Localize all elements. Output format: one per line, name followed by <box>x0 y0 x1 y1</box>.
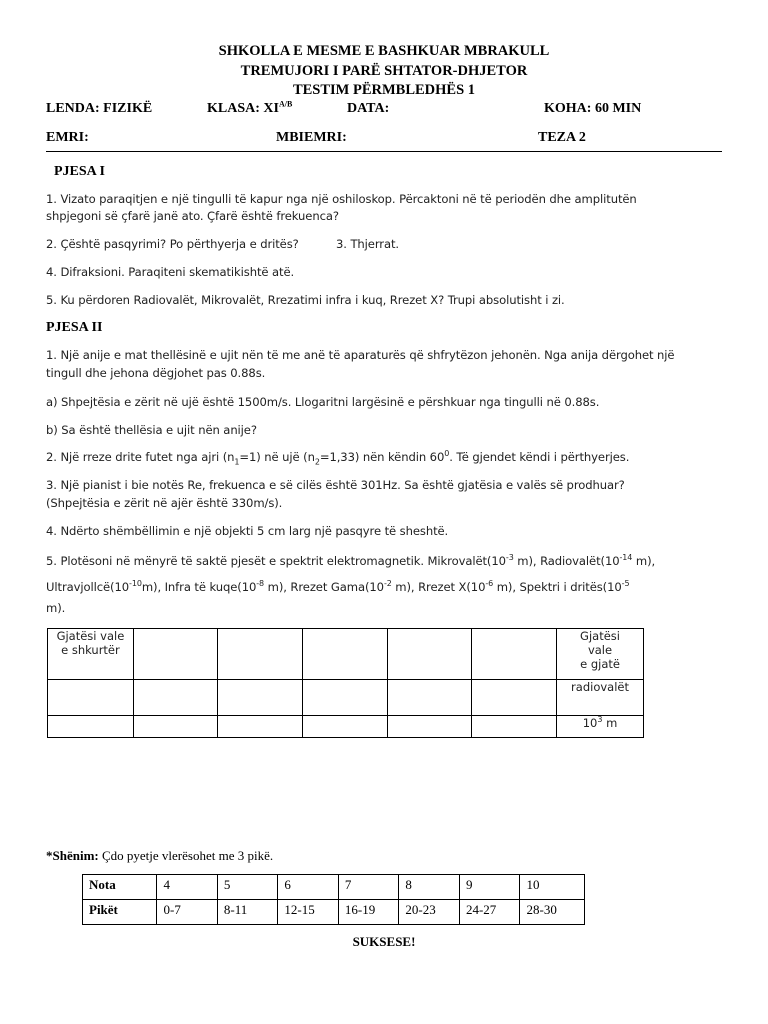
spectrum-right-header: Gjatësi vale e gjatë <box>557 629 644 680</box>
scoring-note: *Shënim: Çdo pyetje vlerësohet me 3 pikë. <box>46 848 274 863</box>
part2-title: PJESA II <box>46 320 103 335</box>
date-label: DATA: <box>347 101 390 116</box>
part2-qa: a) Shpejtësia e zërit në ujë është 1500m/s. Llogaritni largësinë e përshkuar nga tingulli në 0.88s. <box>46 395 600 409</box>
spectrum-cell[interactable] <box>303 680 388 716</box>
part1-q4: 4. Difraksioni. Paraqiteni skematikishtë atë. <box>46 265 295 279</box>
part2-qb: b) Sa është thellësia e ujit nën anije? <box>46 423 257 437</box>
part1-q3: 3. Thjerrat. <box>336 237 399 251</box>
grade-value: 6 <box>278 875 339 900</box>
spectrum-cell[interactable] <box>472 680 557 716</box>
footer-good-luck: SUKSESE! <box>352 934 416 949</box>
surname-label: MBIEMRI: <box>276 130 347 145</box>
variant-label: TEZA 2 <box>538 130 586 145</box>
spectrum-radiowaves: radiovalët <box>557 680 644 716</box>
part1-q2: 2. Çështë pasqyrimi? Po përthyerja e dritës? <box>46 237 299 251</box>
grade-value: 7 <box>338 875 399 900</box>
spectrum-cell[interactable] <box>387 629 472 680</box>
part2-q2: 2. Një rreze drite futet nga ajri $(n_1=1)$ në ujë $(n_2=1,33)$ nën këndin $60^0$. Të gjendet këndi i përthyerjes. <box>46 449 630 467</box>
spectrum-cell[interactable] <box>472 716 557 738</box>
part2-q5-line1: 5. Plotësoni në mënyrë të saktë pjesët e spektrit elektromagnetik. $Mikrovalët(10^{-3}$ m), $Radiovalët(10^{-14}$ m), <box>46 553 656 568</box>
points-range: 12-15 <box>278 900 339 925</box>
part1-q1-line1: 1. Vizato paraqitjen e një tingulli të kapur nga një oshiloskop. Përcaktoni në të periodën dhe amplitutën <box>46 192 637 206</box>
spectrum-cell[interactable] <box>48 716 134 738</box>
grades-table <box>82 874 585 925</box>
spectrum-cell[interactable] <box>303 716 388 738</box>
name-label: EMRI: <box>46 130 89 145</box>
spectrum-cell[interactable] <box>218 716 303 738</box>
part1-title: PJESA I <box>54 164 105 179</box>
part2-q5-line3: m). <box>46 601 66 615</box>
subject-label: LENDA: FIZIKË <box>46 101 153 116</box>
spectrum-cell[interactable] <box>133 716 218 738</box>
spectrum-cell[interactable] <box>133 680 218 716</box>
grade-value: 4 <box>157 875 217 900</box>
grades-header-piket: Pikët <box>83 900 157 925</box>
points-range: 24-27 <box>459 900 520 925</box>
term-title: TREMUJORI I PARË SHTATOR-DHJETOR <box>240 63 528 79</box>
part2-q3-line1: 3. Një pianist i bie notës Re, frekuenca e së cilës është 301Hz. Sa është gjatësia e valës së prodhuar? <box>46 478 625 492</box>
part2-q1-line2: tingull dhe jehona dëgjohet pas 0.88s. <box>46 366 266 380</box>
points-range: 8-11 <box>217 900 277 925</box>
part2-q3-line2: (Shpejtësia e zërit në ajër është 330m/s). <box>46 496 283 510</box>
header-divider <box>46 151 722 152</box>
class-label: KLASA: $XI^{A/B}$ <box>207 99 293 116</box>
grades-header-nota: Nota <box>83 875 157 900</box>
grade-value: 9 <box>459 875 520 900</box>
part1-q5: 5. Ku përdoren Radiovalët, Mikrovalët, Rrezatimi infra i kuq, Rrezet X? Trupi absolutisht i zi. <box>46 293 565 307</box>
spectrum-cell[interactable] <box>472 629 557 680</box>
part2-q5-line2: $Ultravjollcë(10^{-10}m)$, Infra të $kuqe(10^{-8}$ m), Rrezet $Gama(10^{-2}$ m), Rrezet $X(10^{-6}$ m), Spektri i $dritës(10^{-5}$ <box>46 579 630 594</box>
points-range: 0-7 <box>157 900 217 925</box>
spectrum-cell[interactable] <box>387 716 472 738</box>
spectrum-cell[interactable] <box>48 680 134 716</box>
spectrum-left-header: Gjatësi vale e shkurtër <box>48 629 134 680</box>
part2-q4: 4. Ndërto shëmbëllimin e një objekti 5 cm larg një pasqyre të sheshtë. <box>46 524 449 538</box>
spectrum-radiowaves-value: $10^3$ m <box>557 716 644 738</box>
part1-q1-line2: shpjegoni së çfarë janë ato. Çfarë është frekuenca? <box>46 209 339 223</box>
spectrum-cell[interactable] <box>387 680 472 716</box>
time-label: KOHA: 60 MIN <box>544 101 642 116</box>
spectrum-cell[interactable] <box>218 680 303 716</box>
spectrum-cell[interactable] <box>303 629 388 680</box>
points-range: 16-19 <box>338 900 399 925</box>
spectrum-table <box>47 628 644 738</box>
test-title: TESTIM PËRMBLEDHËS 1 <box>292 82 476 98</box>
spectrum-cell[interactable] <box>218 629 303 680</box>
grade-value: 5 <box>217 875 277 900</box>
school-name: SHKOLLA E MESME E BASHKUAR MBRAKULL <box>218 43 550 59</box>
grade-value: 10 <box>520 875 585 900</box>
points-range: 28-30 <box>520 900 585 925</box>
grade-value: 8 <box>399 875 460 900</box>
spectrum-cell[interactable] <box>133 629 218 680</box>
points-range: 20-23 <box>399 900 460 925</box>
part2-q1-line1: 1. Një anije e mat thellësinë e ujit nën të me anë të aparaturës që shfrytëzon jehonën. Nga anija dërgohet një <box>46 348 675 362</box>
